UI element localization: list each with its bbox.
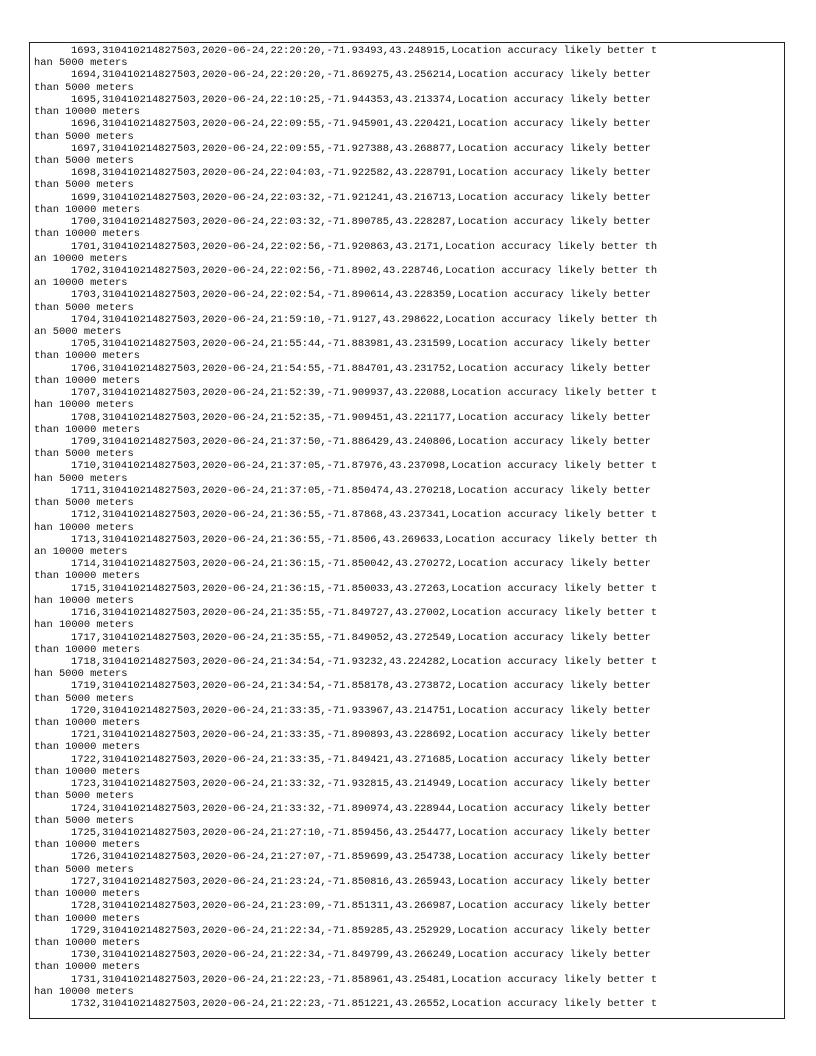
record-line-continuation: than 10000 meters <box>34 765 141 778</box>
record-line: 1693,310410214827503,2020-06-24,22:20:20,-71.93493,43.248915,Location accuracy likely better t <box>71 45 658 57</box>
record-line: 1723,310410214827503,2020-06-24,21:33:32,-71.932815,43.214949,Location accuracy likely better <box>71 778 651 791</box>
record-line-continuation: than 10000 meters <box>34 717 141 730</box>
record-line: 1709,310410214827503,2020-06-24,21:37:50,-71.886429,43.240806,Location accuracy likely better <box>71 436 651 448</box>
record-line-continuation: than 10000 meters <box>34 374 141 387</box>
record-line-continuation: than 5000 meters <box>34 179 134 192</box>
document-page <box>29 42 785 1019</box>
record-line-continuation: than 10000 meters <box>34 228 141 241</box>
record-line: 1701,310410214827503,2020-06-24,22:02:56,-71.920863,43.2171,Location accuracy likely better th <box>71 240 658 253</box>
record-line-continuation: than 5000 meters <box>34 154 134 167</box>
record-line-continuation: han 5000 meters <box>34 472 128 485</box>
record-line: 1725,310410214827503,2020-06-24,21:27:10,-71.859456,43.254477,Location accuracy likely better <box>71 827 651 839</box>
record-line-continuation: than 10000 meters <box>34 570 141 583</box>
record-line-continuation: than 5000 meters <box>34 692 134 705</box>
csv-text-block <box>34 45 782 1010</box>
record-line: 1718,310410214827503,2020-06-24,21:34:54,-71.93232,43.224282,Location accuracy likely better t <box>71 655 658 668</box>
record-line-continuation: an 10000 meters <box>34 252 128 265</box>
record-line-continuation: than 10000 meters <box>34 961 141 974</box>
record-line: 1703,310410214827503,2020-06-24,22:02:54,-71.890614,43.228359,Location accuracy likely better <box>71 289 651 302</box>
record-line-continuation: than 5000 meters <box>34 301 134 314</box>
record-line: 1700,310410214827503,2020-06-24,22:03:32,-71.890785,43.228287,Location accuracy likely better <box>71 216 651 229</box>
record-line: 1714,310410214827503,2020-06-24,21:36:15,-71.850042,43.270272,Location accuracy likely better <box>71 558 651 571</box>
record-line: 1727,310410214827503,2020-06-24,21:23:24,-71.850816,43.265943,Location accuracy likely better <box>71 875 651 888</box>
record-line: 1699,310410214827503,2020-06-24,22:03:32,-71.921241,43.216713,Location accuracy likely better <box>71 191 651 204</box>
record-line-continuation: an 5000 meters <box>34 326 122 339</box>
record-line-continuation: han 10000 meters <box>34 399 134 412</box>
record-line: 1710,310410214827503,2020-06-24,21:37:05,-71.87976,43.237098,Location accuracy likely better t <box>71 460 658 473</box>
record-line-continuation: han 10000 meters <box>34 619 134 632</box>
record-line-continuation: than 10000 meters <box>34 423 141 436</box>
record-line-continuation: than 5000 meters <box>34 497 134 510</box>
record-line-continuation: han 10000 meters <box>34 985 134 998</box>
record-line-continuation: than 5000 meters <box>34 790 134 803</box>
record-line-continuation: than 5000 meters <box>34 130 134 143</box>
record-line: 1702,310410214827503,2020-06-24,22:02:56,-71.8902,43.228746,Location accuracy likely better th <box>71 264 658 277</box>
record-line-continuation: than 10000 meters <box>34 741 141 754</box>
record-line: 1713,310410214827503,2020-06-24,21:36:55,-71.8506,43.269633,Location accuracy likely better th <box>71 533 658 546</box>
record-line: 1697,310410214827503,2020-06-24,22:09:55,-71.927388,43.268877,Location accuracy likely better <box>71 142 651 155</box>
record-line: 1721,310410214827503,2020-06-24,21:33:35,-71.890893,43.228692,Location accuracy likely better <box>71 729 651 742</box>
record-line-continuation: than 5000 meters <box>34 863 134 876</box>
record-line: 1730,310410214827503,2020-06-24,21:22:34,-71.849799,43.266249,Location accuracy likely better <box>71 949 651 962</box>
record-line: 1729,310410214827503,2020-06-24,21:22:34,-71.859285,43.252929,Location accuracy likely better <box>71 924 651 937</box>
record-line: 1695,310410214827503,2020-06-24,22:10:25,-71.944353,43.213374,Location accuracy likely better <box>71 93 651 106</box>
record-line-continuation: than 5000 meters <box>34 448 134 461</box>
record-line-continuation: than 10000 meters <box>34 203 141 216</box>
record-line: 1728,310410214827503,2020-06-24,21:23:09,-71.851311,43.266987,Location accuracy likely better <box>71 900 651 913</box>
record-line: 1712,310410214827503,2020-06-24,21:36:55,-71.87868,43.237341,Location accuracy likely better t <box>71 509 658 522</box>
record-line-continuation: han 10000 meters <box>34 521 134 534</box>
record-line-continuation: han 5000 meters <box>34 668 128 681</box>
record-line: 1711,310410214827503,2020-06-24,21:37:05,-71.850474,43.270218,Location accuracy likely better <box>71 484 651 497</box>
record-line: 1732,310410214827503,2020-06-24,21:22:23,-71.851221,43.26552,Location accuracy likely better t <box>71 998 658 1011</box>
record-line-continuation: an 10000 meters <box>34 277 128 290</box>
record-line: 1731,310410214827503,2020-06-24,21:22:23,-71.858961,43.25481,Location accuracy likely better t <box>71 973 658 986</box>
record-line-continuation: than 10000 meters <box>34 888 141 901</box>
record-line-continuation: than 10000 meters <box>34 912 141 925</box>
record-line: 1717,310410214827503,2020-06-24,21:35:55,-71.849052,43.272549,Location accuracy likely better <box>71 631 651 644</box>
record-line-continuation: than 5000 meters <box>34 814 134 827</box>
record-line: 1720,310410214827503,2020-06-24,21:33:35,-71.933967,43.214751,Location accuracy likely better <box>71 704 651 717</box>
record-line: 1715,310410214827503,2020-06-24,21:36:15,-71.850033,43.27263,Location accuracy likely better t <box>71 582 658 595</box>
record-line: 1706,310410214827503,2020-06-24,21:54:55,-71.884701,43.231752,Location accuracy likely better <box>71 362 651 375</box>
record-line: 1716,310410214827503,2020-06-24,21:35:55,-71.849727,43.27002,Location accuracy likely better t <box>71 607 658 620</box>
record-line: 1694,310410214827503,2020-06-24,22:20:20,-71.869275,43.256214,Location accuracy likely better <box>71 69 651 82</box>
record-line: 1696,310410214827503,2020-06-24,22:09:55,-71.945901,43.220421,Location accuracy likely better <box>71 118 651 131</box>
record-line: 1698,310410214827503,2020-06-24,22:04:03,-71.922582,43.228791,Location accuracy likely better <box>71 167 651 180</box>
record-line: 1722,310410214827503,2020-06-24,21:33:35,-71.849421,43.271685,Location accuracy likely better <box>71 753 651 766</box>
record-line-continuation: han 5000 meters <box>34 57 128 70</box>
record-line-continuation: han 10000 meters <box>34 594 134 607</box>
record-line: 1726,310410214827503,2020-06-24,21:27:07,-71.859699,43.254738,Location accuracy likely better <box>71 851 651 864</box>
record-line: 1724,310410214827503,2020-06-24,21:33:32,-71.890974,43.228944,Location accuracy likely better <box>71 802 651 815</box>
record-line-continuation: than 10000 meters <box>34 106 141 119</box>
record-line-continuation: than 10000 meters <box>34 350 141 363</box>
record-line-continuation: than 10000 meters <box>34 936 141 949</box>
record-line-continuation: than 10000 meters <box>34 839 141 852</box>
record-line: 1705,310410214827503,2020-06-24,21:55:44,-71.883981,43.231599,Location accuracy likely better <box>71 338 651 351</box>
record-line-continuation: than 5000 meters <box>34 81 134 94</box>
record-line-continuation: than 10000 meters <box>34 643 141 656</box>
record-line: 1708,310410214827503,2020-06-24,21:52:35,-71.909451,43.221177,Location accuracy likely better <box>71 411 651 424</box>
record-line-continuation: an 10000 meters <box>34 545 128 558</box>
record-line: 1704,310410214827503,2020-06-24,21:59:10,-71.9127,43.298622,Location accuracy likely better th <box>71 313 658 326</box>
record-line: 1707,310410214827503,2020-06-24,21:52:39,-71.909937,43.22088,Location accuracy likely better t <box>71 387 658 400</box>
record-line: 1719,310410214827503,2020-06-24,21:34:54,-71.858178,43.273872,Location accuracy likely better <box>71 680 651 693</box>
